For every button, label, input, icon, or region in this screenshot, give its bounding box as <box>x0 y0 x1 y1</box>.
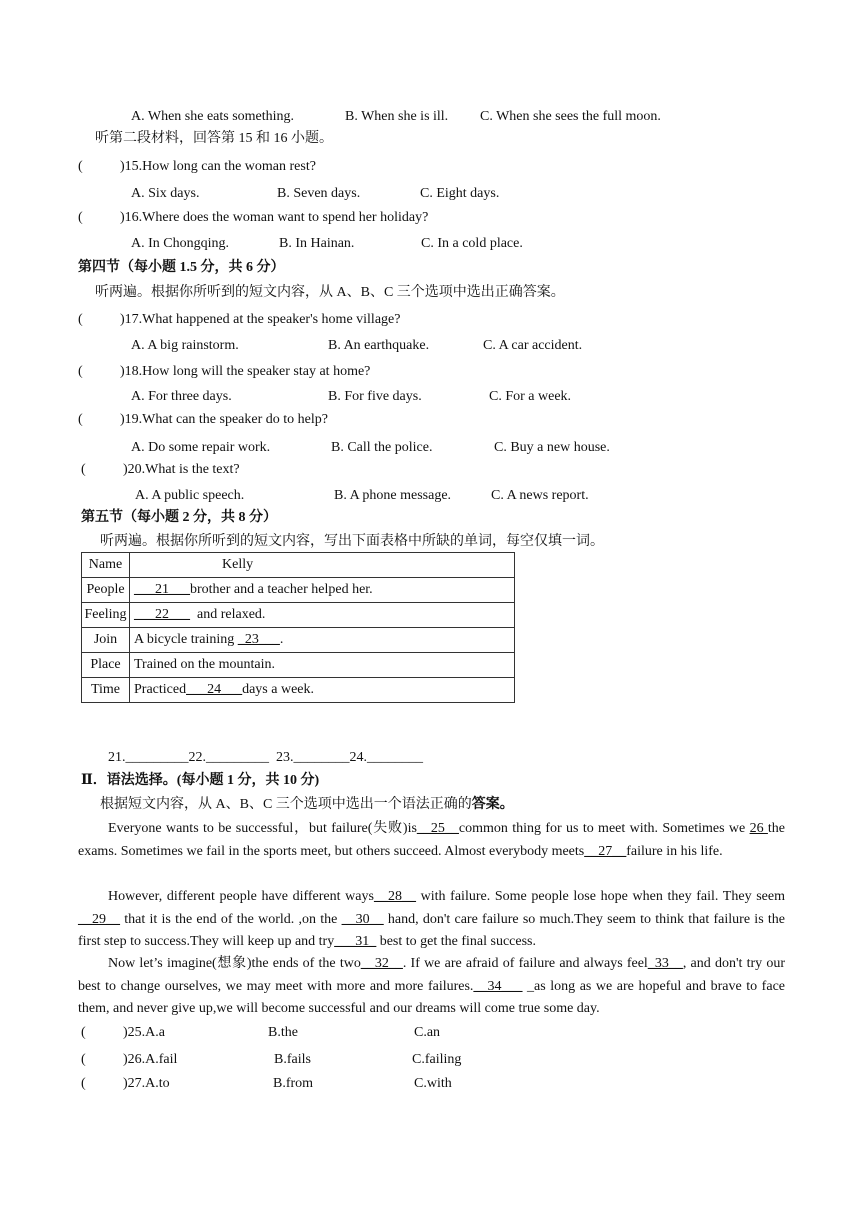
q25-stem: )25.A.a <box>123 1025 165 1040</box>
q18-stem: )18.How long will the speaker stay at home? <box>120 364 371 379</box>
q20-stem: )20.What is the text? <box>123 462 240 477</box>
section4-instruction: 听两遍。根据你所听到的短文内容，从 A、B、C 三个选项中选出正确答案。 <box>95 285 565 300</box>
blank-32: __32__ <box>360 956 403 971</box>
section4-heading: 第四节（每小题 1.5 分，共 6 分） <box>78 260 285 275</box>
row-label: Place <box>82 653 130 678</box>
q25-option-c: C.an <box>414 1025 441 1040</box>
q27-option-b: B.from <box>273 1076 314 1091</box>
blank-24: ___24___ <box>186 682 243 697</box>
q17-option-c: C. A car accident. <box>483 338 583 353</box>
q18-option-a: A. For three days. <box>131 389 232 404</box>
row-value: Trained on the mountain. <box>130 653 515 678</box>
q14-option-a: A. When she eats something. <box>131 109 295 124</box>
q16-stem: )16.Where does the woman want to spend her holiday? <box>120 210 429 225</box>
q18-paren: ( <box>78 364 83 379</box>
q19-option-c: C. Buy a new house. <box>494 440 610 455</box>
q27-paren: ( <box>81 1076 86 1091</box>
table-row <box>82 628 515 653</box>
blank-26: 26 <box>749 821 768 836</box>
q18-option-b: B. For five days. <box>328 389 422 404</box>
q15-paren: ( <box>78 159 83 174</box>
q17-stem: )17.What happened at the speaker's home village? <box>120 312 401 327</box>
row-value: A bicycle training _23___. <box>130 628 515 653</box>
table-row <box>82 603 515 628</box>
q15-option-c: C. Eight days. <box>420 186 500 201</box>
q16-option-b: B. In Hainan. <box>279 236 355 251</box>
passage-paragraph-2: However, different people have different ways__28__ with failure. Some people lose hope when they fail. They seem __29__ that it is the end of the world. ,on the __30__ hand, don't care failure so much.They seem to think that failure is the first step to success.They will keep up and try___31_ best to get the final success. <box>78 889 785 949</box>
q14-option-b: B. When she is ill. <box>345 109 449 124</box>
blank-22: ___22___ <box>134 607 190 622</box>
passage-paragraph-3: Now let’s imagine(想象)the ends of the two__32__. If we are afraid of failure and always feel_33__, and don't try our best to change ourselves, we may meet with more and more failures.__34___ _as long as we are hopeful and brave to face them, and never give up,we will become successful and our dreams will come true some day. <box>78 956 785 1016</box>
table-row <box>82 578 515 603</box>
q16-option-a: A. In Chongqing. <box>131 236 229 251</box>
table-row <box>82 653 515 678</box>
q19-stem: )19.What can the speaker do to help? <box>120 412 328 427</box>
q15-option-b: B. Seven days. <box>277 186 361 201</box>
passage-paragraph-1: Everyone wants to be successful，but failure(失败)is__25__common thing for us to meet with. Sometimes we 26 the exams. Sometimes we fail in the sports meet, but others succeed. Almost everybody meets__27__failure in his life. <box>78 821 786 859</box>
q20-option-a: A. A public speech. <box>135 488 245 503</box>
part2-heading: Ⅱ．语法选择。(每小题 1 分，共 10 分) <box>81 773 320 788</box>
part2-instruction: 根据短文内容，从 A、B、C 三个选项中选出一个语法正确的答案。 <box>100 797 514 812</box>
q17-option-b: B. An earthquake. <box>328 338 430 353</box>
table-row <box>82 678 515 703</box>
blank-28: __28__ <box>373 889 416 904</box>
blank-21: ___21___ <box>134 582 190 597</box>
q15-stem: )15.How long can the woman rest? <box>120 159 316 174</box>
row-label: Join <box>82 628 130 653</box>
q15-option-a: A. Six days. <box>131 186 200 201</box>
q16-option-c: C. In a cold place. <box>421 236 523 251</box>
row-label: People <box>82 578 130 603</box>
q19-paren: ( <box>78 412 83 427</box>
section5-heading: 第五节（每小题 2 分，共 8 分） <box>81 510 277 525</box>
q26-paren: ( <box>81 1052 86 1067</box>
q26-option-c: C.failing <box>412 1052 462 1067</box>
q20-paren: ( <box>81 462 86 477</box>
q25-option-b: B.the <box>268 1025 298 1040</box>
q20-option-b: B. A phone message. <box>334 488 452 503</box>
q26-option-b: B.fails <box>274 1052 311 1067</box>
row-label: Time <box>82 678 130 703</box>
blank-25: __25__ <box>416 821 459 836</box>
blank-33: _33__ <box>647 956 683 971</box>
q14-option-c: C. When she sees the full moon. <box>480 109 661 124</box>
q27-stem: )27.A.to <box>123 1076 170 1091</box>
blank-34: __34___ <box>473 978 523 994</box>
q20-option-c: C. A news report. <box>491 488 589 503</box>
q17-option-a: A. A big rainstorm. <box>131 338 239 353</box>
q27-option-c: C.with <box>414 1076 452 1091</box>
row-value: ___22___ and relaxed. <box>130 603 515 628</box>
dialogue2-note: 听第二段材料，回答第 15 和 16 小题。 <box>95 131 333 146</box>
blank-31: ___31_ <box>334 934 377 949</box>
table-row <box>82 553 515 578</box>
row-label: Feeling <box>82 603 130 628</box>
row-value: Kelly <box>130 553 515 578</box>
q19-option-a: A. Do some repair work. <box>131 440 271 455</box>
q17-paren: ( <box>78 312 83 327</box>
blank-27: __27__ <box>584 843 627 859</box>
q19-option-b: B. Call the police. <box>331 440 433 455</box>
q26-stem: )26.A.fail <box>123 1052 178 1067</box>
row-value: ___21___brother and a teacher helped her. <box>130 578 515 603</box>
row-value: Practiced___24___days a week. <box>130 678 515 703</box>
q25-paren: ( <box>81 1025 86 1040</box>
section5-instruction: 听两遍。根据你所听到的短文内容，写出下面表格中所缺的单词，每空仅填一词。 <box>100 534 604 549</box>
q16-paren: ( <box>78 210 83 225</box>
answer-line: 21._________22._________ 23.________24.________ <box>108 750 423 765</box>
blank-23: _23___ <box>237 632 280 647</box>
q18-option-c: C. For a week. <box>489 389 572 404</box>
blank-30: __30__ <box>341 911 384 927</box>
row-label: Name <box>82 553 130 578</box>
blank-29: __29__ <box>78 911 120 927</box>
info-table <box>81 552 515 703</box>
